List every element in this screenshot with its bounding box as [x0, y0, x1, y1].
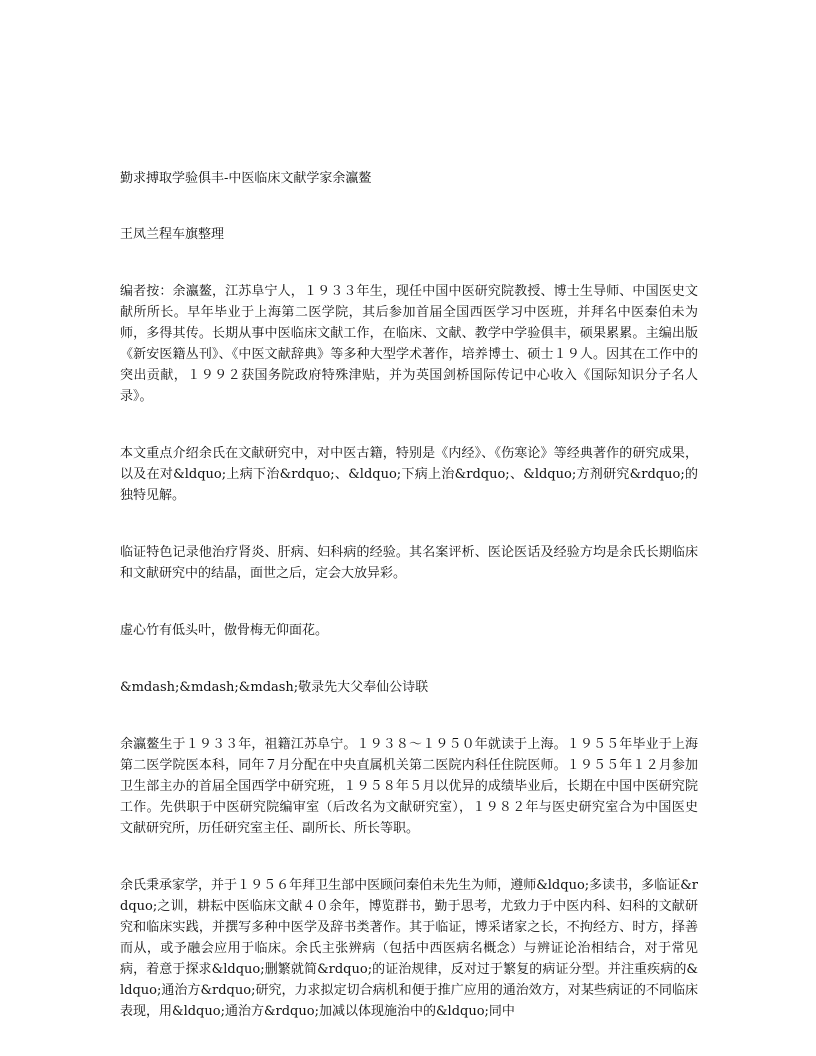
- study-paragraph: 余氏秉承家学，并于１９５６年拜卫生部中医顾问秦伯未先生为师，遵师&ldquo;多读书，多临证&rdquo;之训，耕耘中医临床文献４０余年，博览群书，勤于思考，尤致力于中医内科、妇科的文献研究和临床实践，并撰写多种中医学及辞书类著作。其于临证，博采诸家之长，不拘经方、时方，择善而从，或予融会应用于临床。余氏主张辨病（包括中西医病名概念）与辨证论治相结合，对于常见病，着意于探求&ldquo;删繁就简&rdquo;的证治规律，反对过于繁复的病证分型。并注重疾病的&ldquo;通治方&rdquo;研究，力求拟定切合病机和便于推广应用的通治效方，对某些病证的不同临床表现，用&ldquo;通治方&rdquo;加减以体现施治中的&ldquo;同中: [120, 878, 698, 1019]
- intro-paragraph: 本文重点介绍余氏在文献研究中，对中医古籍，特别是《内经》、《伤寒论》等经典著作的研究成果，以及在对&ldquo;上病下治&rdquo;、&ldquo;下病上治&rdquo;、&ldquo;方剂研究&rdquo;的独特见解。: [120, 446, 698, 503]
- document-author: 王凤兰程车旗整理: [120, 227, 225, 242]
- clinical-feature-paragraph: 临证特色记录他治疗肾炎、肝病、妇科病的经验。其名案评析、医论医话及经验方均是余氏长期临床和文献研究中的结晶，面世之后，定会大放异彩。: [120, 545, 698, 581]
- editor-note-paragraph: 编者按：余瀛鳌，江苏阜宁人，１９３３年生，现任中国中医研究院教授、博士生导师、中国医史文献所所长。早年毕业于上海第二医学院，其后参加首届全国西医学习中医班，并拜名中医秦伯未为师，多得其传。长期从事中医临床文献工作，在临床、文献、教学中学验俱丰，硕果累累。主编出版《新安医籍丛刊》、《中医文献辞典》等多种大型学术著作，培养博士、硕士１９人。因其在工作中的突出贡献，１９９２获国务院政府特殊津贴，并为英国剑桥国际传记中心收入《国际知识分子名人录》。: [120, 284, 698, 404]
- biography-paragraph: 余瀛鳌生于１９３３年，祖籍江苏阜宁。１９３８～１９５０年就读于上海。１９５５年毕业于上海第二医学院医本科，同年７月分配在中央直属机关第二医院内科任住院医师。１９５５年１２月参加卫生部主办的首届全国西学中研究班，１９５８年５月以优异的成绩毕业后，长期在中国中医研究院工作。先供职于中医研究院编审室（后改名为文献研究室），１９８２年与医史研究室合为中国医史文献研究所，历任研究室主任、副所长、所长等职。: [120, 737, 698, 836]
- document-page: [120, 168, 698, 1022]
- document-title: 勤求搏取学验俱丰-中医临床文献学家余瀛鳌: [120, 171, 372, 186]
- poem-source-line: &mdash;&mdash;&mdash;敬录先大父奉仙公诗联: [120, 680, 429, 695]
- poem-line: 虚心竹有低头叶，傲骨梅无仰面花。: [120, 623, 329, 638]
